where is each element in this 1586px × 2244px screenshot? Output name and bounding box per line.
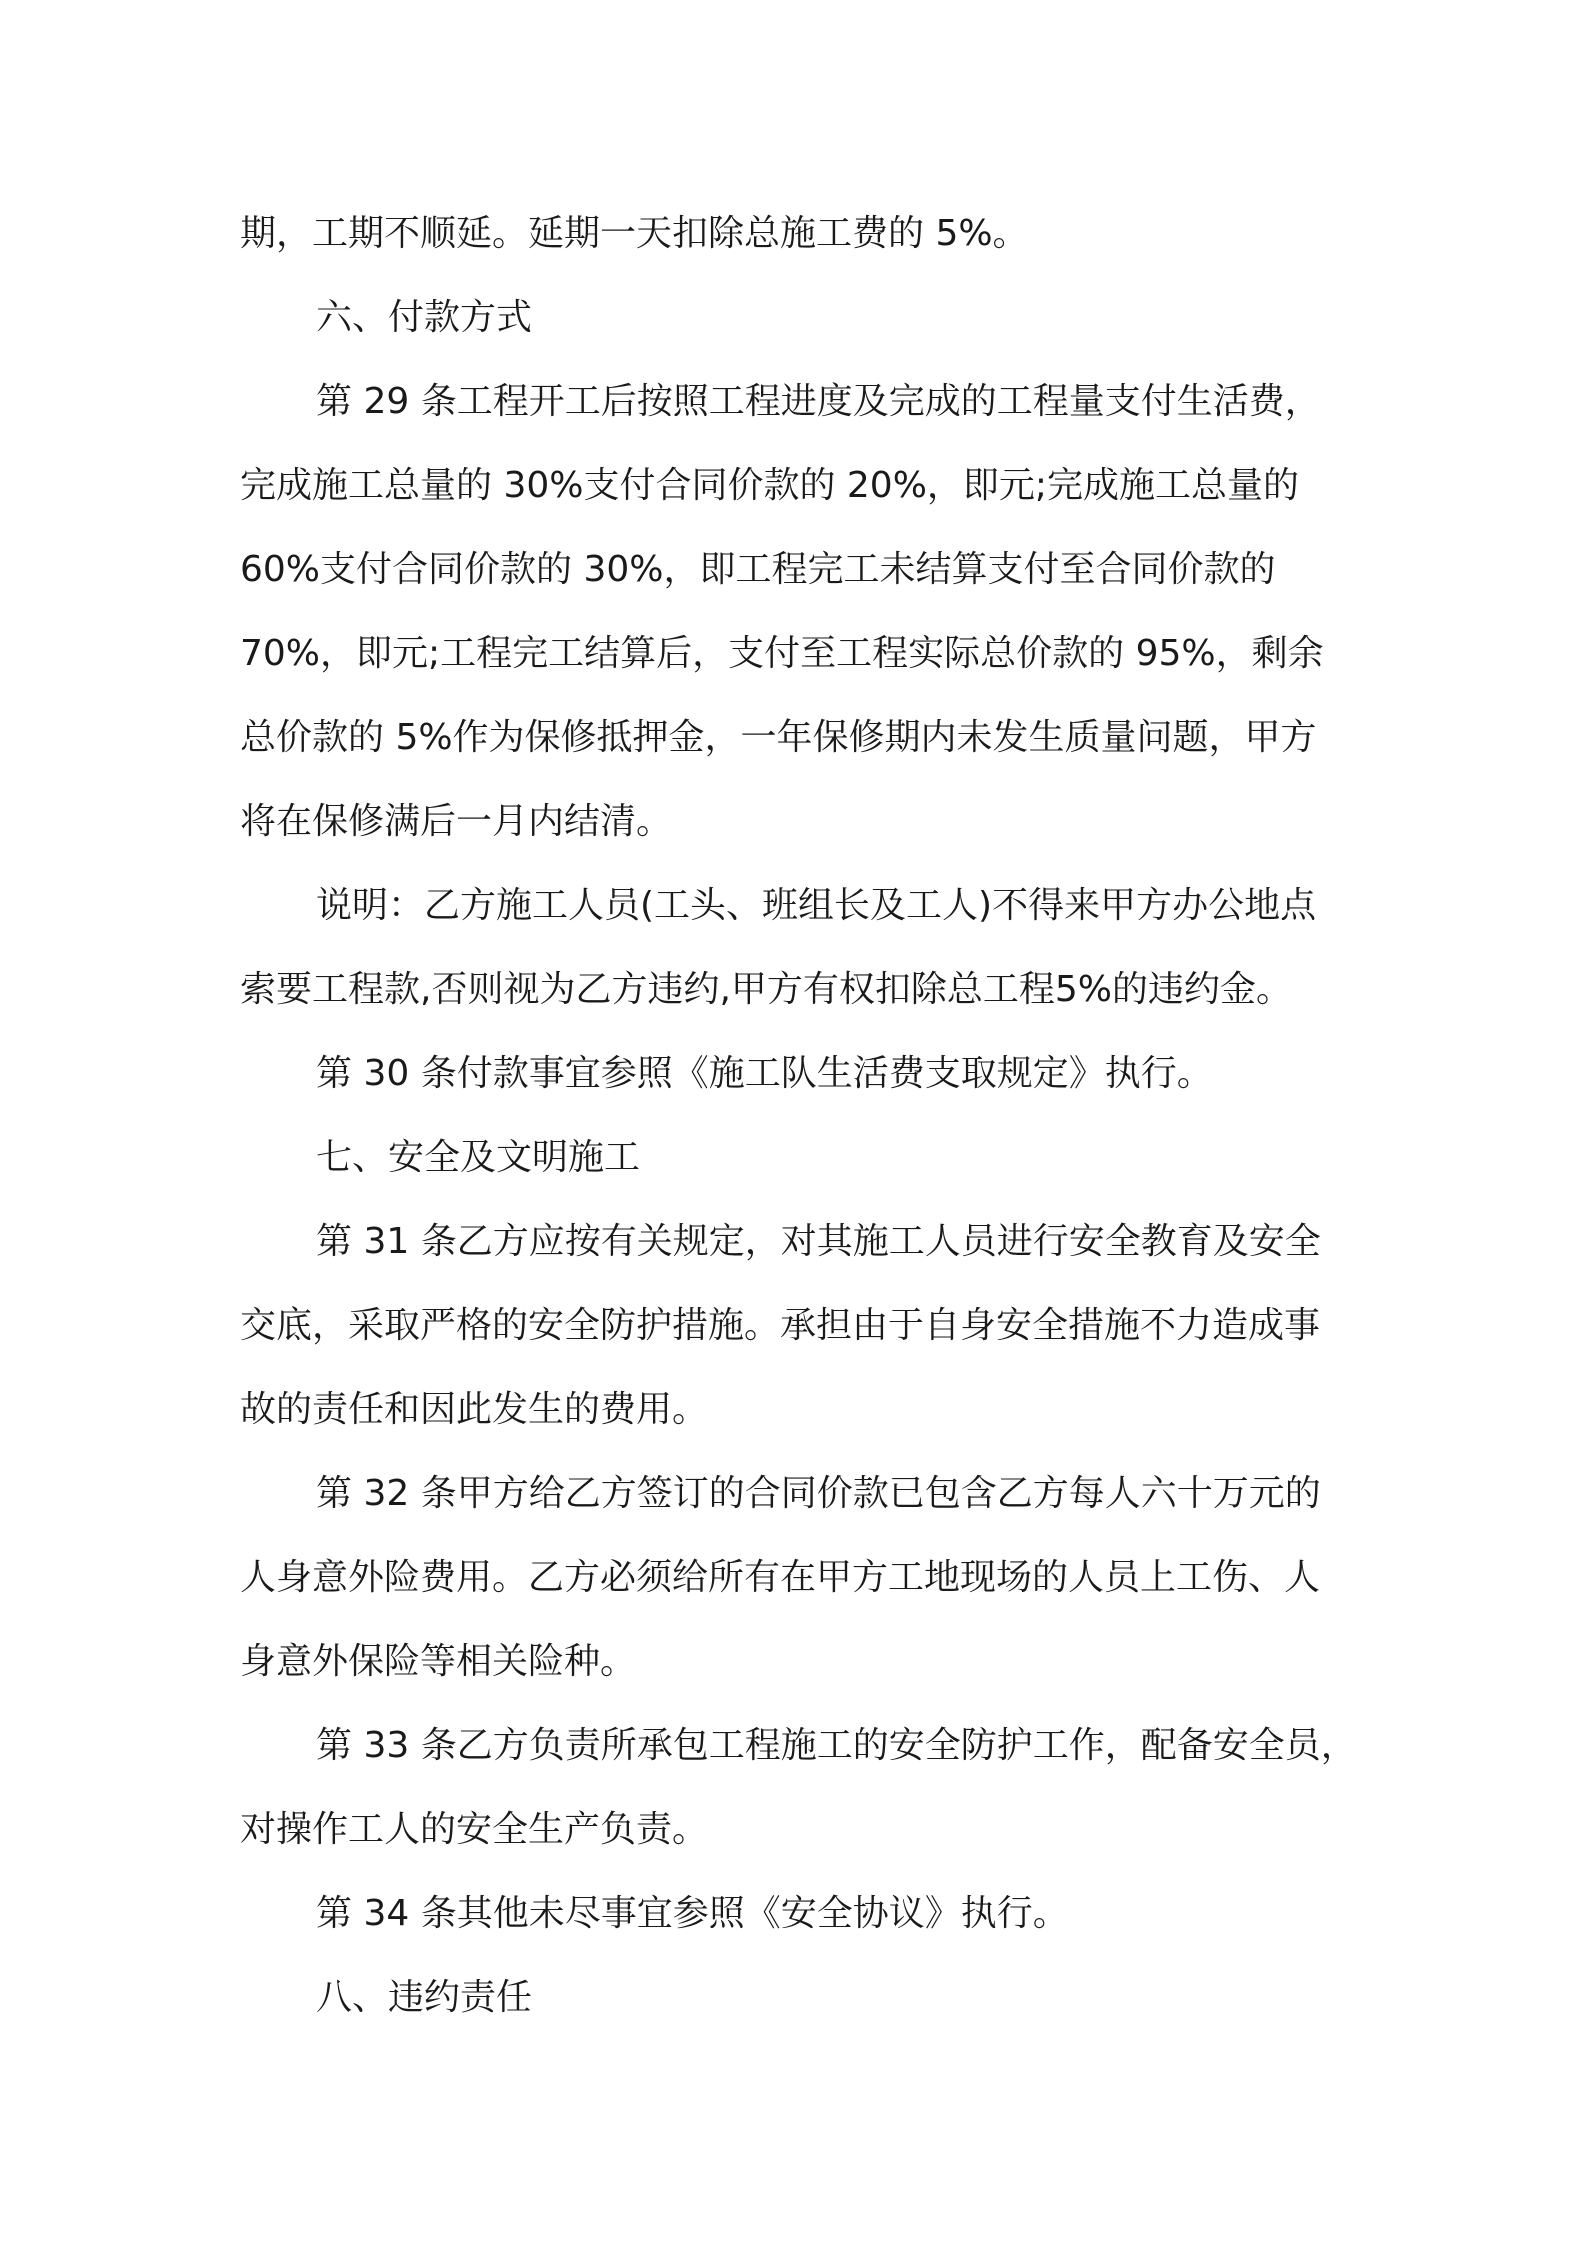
paragraph-article-34 [240, 1872, 1360, 1956]
text-line: 完成施工总量的 30%支付合同价款的 20%，即元;完成施工总量的 [240, 465, 1300, 506]
text-line: 第 34 条其他未尽事宜参照《安全协议》执行。 [316, 1893, 1069, 1934]
text-line: 70%，即元;工程完工结算后，支付至工程实际总价款的 95%，剩余 [240, 633, 1324, 674]
text-line: 人身意外险费用。乙方必须给所有在甲方工地现场的人员上工伤、人 [240, 1557, 1321, 1598]
section-heading: 七、安全及文明施工 [316, 1137, 641, 1178]
paragraph-article-29 [240, 360, 1360, 864]
text-line: 对操作工人的安全生产负责。 [240, 1809, 709, 1850]
text-line: 第 32 条甲方给乙方签订的合同价款已包含乙方每人六十万元的 [316, 1473, 1321, 1514]
text-line: 期，工期不顺延。延期一天扣除总施工费的 5%。 [240, 213, 1029, 254]
paragraph-note [240, 864, 1360, 1032]
paragraph-article-33 [240, 1704, 1360, 1872]
text-line: 交底，采取严格的安全防护措施。承担由于自身安全措施不力造成事 [240, 1305, 1321, 1346]
text-line: 第 30 条付款事宜参照《施工队生活费支取规定》执行。 [316, 1053, 1213, 1094]
paragraph-article-31 [240, 1200, 1360, 1452]
section-heading-safety [240, 1116, 1360, 1200]
text-line: 将在保修满后一月内结清。 [240, 801, 673, 842]
section-heading: 六、付款方式 [316, 297, 533, 338]
paragraph-article-30 [240, 1032, 1360, 1116]
section-heading-breach-liability [240, 1956, 1360, 2040]
text-line: 第 29 条工程开工后按照工程进度及完成的工程量支付生活费， [316, 381, 1321, 422]
text-line: 第 33 条乙方负责所承包工程施工的安全防护工作，配备安全员， [316, 1725, 1357, 1766]
section-heading: 八、违约责任 [316, 1977, 533, 2018]
text-line: 总价款的 5%作为保修抵押金，一年保修期内未发生质量问题，甲方 [240, 717, 1317, 758]
text-line: 索要工程款,否则视为乙方违约,甲方有权扣除总工程5%的违约金。 [240, 969, 1292, 1010]
text-line: 60%支付合同价款的 30%，即工程完工未结算支付至合同价款的 [240, 549, 1276, 590]
document-body [240, 192, 1360, 2040]
text-line: 故的责任和因此发生的费用。 [240, 1389, 709, 1430]
section-heading-payment-method [240, 276, 1360, 360]
text-line: 说明：乙方施工人员(工头、班组长及工人)不得来甲方办公地点 [316, 885, 1317, 926]
paragraph-delay-clause-end [240, 192, 1360, 276]
text-line: 身意外保险等相关险种。 [240, 1641, 637, 1682]
text-line: 第 31 条乙方应按有关规定，对其施工人员进行安全教育及安全 [316, 1221, 1321, 1262]
paragraph-article-32 [240, 1452, 1360, 1704]
